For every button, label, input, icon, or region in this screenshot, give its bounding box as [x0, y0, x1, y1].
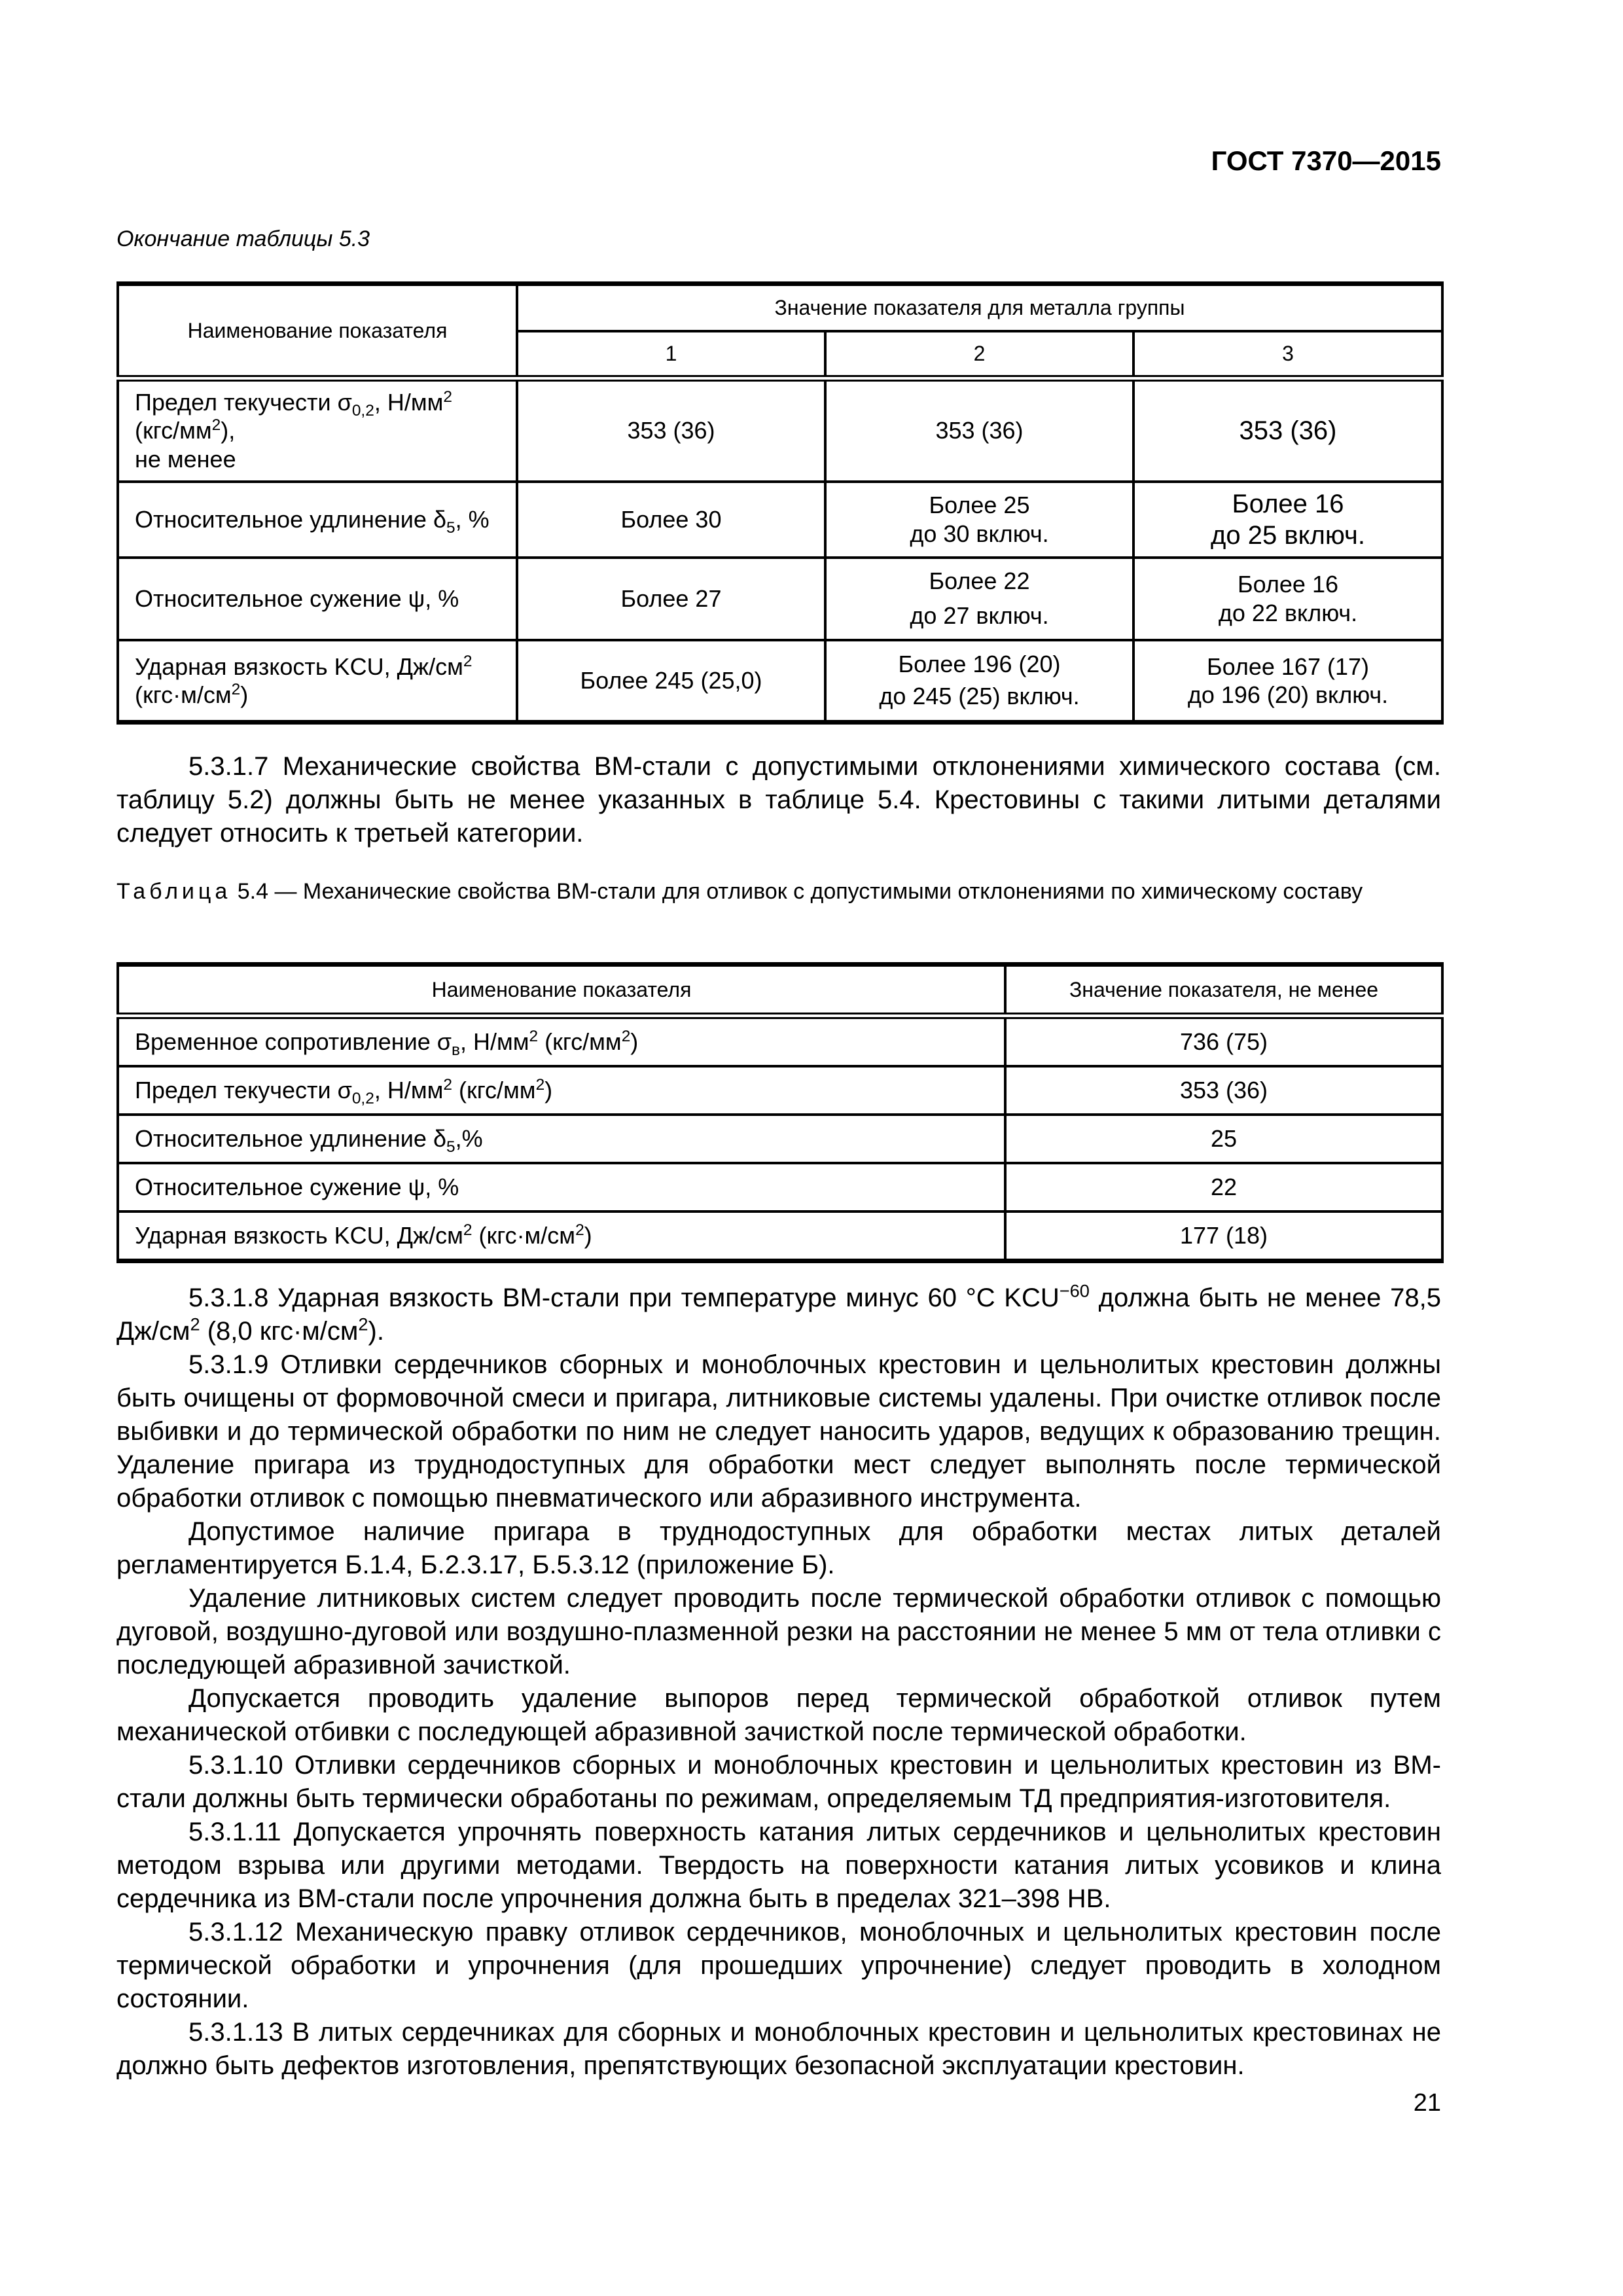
- group-number-1: 1: [517, 331, 825, 378]
- row-name-reduction: Относительное сужение ψ, %: [118, 1163, 1005, 1211]
- paragraph-5-3-1-7: 5.3.1.7 Механические свойства ВМ-стали с допустимыми отклонениями химического состава (см. таблицу 5.2) должны быть не менее указанных в таблице 5.4. Крестовины с такими литыми деталями следует относить к третьей категории.: [116, 752, 1441, 848]
- value-cell: Более 30: [517, 482, 825, 558]
- value-cell: Более 25 до 30 включ.: [825, 482, 1133, 558]
- table-5-4-caption: Таблица 5.4 — Механические свойства ВМ-стали для отливок с допустимыми отклонениями по химическому составу: [116, 879, 1363, 904]
- row-name-yield-strength: Предел текучести $\sigma_{0,2}$, $Н/мм^2$ $(кгс/мм^2)$, не менее: [118, 378, 517, 482]
- value-cell: Более 245 (25,0): [517, 640, 825, 723]
- paragraph-5-3-1-11: 5.3.1.11 Допускается упрочнять поверхность катания литых сердечников и цельнолитых крестовин методом взрыва или другими методами. Твердость на поверхности катания литых усовиков и клина сердечника из ВМ-стали после упрочнения должна быть в пределах 321–398 НВ.: [116, 1818, 1441, 1913]
- value-cell: 177 (18): [1005, 1211, 1442, 1261]
- table-row: [118, 640, 1442, 723]
- paragraph-admissible-burn-on: Допустимое наличие пригара в труднодоступных для обработки местах литых деталей регламентируется Б.1.4, Б.2.3.17, Б.5.3.12 (приложение Б).: [116, 1517, 1441, 1579]
- value-cell: 353 (36): [1005, 1066, 1442, 1115]
- value-cell: 353 (36): [1133, 378, 1442, 482]
- table-row: [118, 378, 1442, 482]
- column-header-value: Значение показателя, не менее: [1005, 965, 1442, 1016]
- paragraph-5-3-1-9: 5.3.1.9 Отливки сердечников сборных и моноблочных крестовин и цельнолитых крестовин должны быть очищены от формовочной смеси и пригара, литниковые системы удалены. При очистке отливок после выбивки и до термической обработки по ним не следует наносить ударов, ведущих к образованию трещин. Удаление пригара из труднодоступных для обработки мест следует выполнять после термической обработки отливок с помощью пневматического или абразивного инструмента.: [116, 1350, 1441, 1513]
- paragraph-5-3-1-8: 5.3.1.8 Ударная вязкость ВМ-стали при температуре минус 60 °C $KCU^{-60}$ должна быть не менее 78,5 $Дж/см^2$ (8,0 $кгс\cdot м/см^2$).: [116, 1280, 1441, 1346]
- value-cell: 25: [1005, 1115, 1442, 1163]
- column-header-indicator: Наименование показателя: [118, 284, 517, 378]
- table-row: [118, 1016, 1442, 1066]
- paragraph-5-3-1-10: 5.3.1.10 Отливки сердечников сборных и моноблочных крестовин и цельнолитых крестовин из ВМ-стали должны быть термически обработаны по режимам, определяемым ТД предприятия-изготовителя.: [116, 1751, 1441, 1813]
- paragraph-riser-removal: Допускается проводить удаление выпоров перед термической обработкой отливок путем механической отбивки с последующей абразивной зачисткой после термической обработки.: [116, 1684, 1441, 1746]
- value-cell: 353 (36): [825, 378, 1133, 482]
- table-row: [118, 558, 1442, 640]
- row-name-impact-toughness: Ударная вязкость KCU, $Дж/см^2$ $(кгс\cdot м/см^2)$: [118, 1211, 1005, 1261]
- table-5-4: [116, 962, 1444, 1263]
- page-number: 21: [1413, 2089, 1441, 2117]
- table-row: [118, 1211, 1442, 1261]
- value-cell: Более 196 (20) до 245 (25) включ.: [825, 640, 1133, 723]
- row-name-tensile-strength: Временное сопротивление $\sigma_в$, $Н/мм^2$ $(кгс/мм^2)$: [118, 1016, 1005, 1066]
- value-cell: Более 16 до 25 включ.: [1133, 482, 1442, 558]
- row-name-reduction: Относительное сужение ψ, %: [118, 558, 517, 640]
- table-row: [118, 482, 1442, 558]
- document-code-header: ГОСТ 7370—2015: [1211, 145, 1441, 176]
- group-number-3: 3: [1133, 331, 1442, 378]
- paragraph-gating-removal: Удаление литниковых систем следует проводить после термической обработки отливок с помощью дуговой, воздушно-дуговой или воздушно-плазменной резки на расстоянии не менее 5 мм от тела отливки с последующей абразивной зачисткой.: [116, 1584, 1441, 1679]
- row-name-elongation: Относительное удлинение $\delta_5,\%$: [118, 1115, 1005, 1163]
- table-5-3: [116, 281, 1444, 725]
- row-name-elongation: Относительное удлинение $\delta_5$, %: [118, 482, 517, 558]
- value-cell: 353 (36): [517, 378, 825, 482]
- column-header-indicator: Наименование показателя: [118, 965, 1005, 1016]
- row-name-impact-toughness: Ударная вязкость KCU, $Дж/см^2$ $(кгс\cdot м/см^2)$: [118, 640, 517, 723]
- column-header-group: Значение показателя для металла группы: [517, 284, 1442, 331]
- value-cell: Более 16 до 22 включ.: [1133, 558, 1442, 640]
- table-row: [118, 1163, 1442, 1211]
- value-cell: 22: [1005, 1163, 1442, 1211]
- value-cell: 736 (75): [1005, 1016, 1442, 1066]
- value-cell: Более 167 (17) до 196 (20) включ.: [1133, 640, 1442, 723]
- paragraph-5-3-1-13: 5.3.1.13 В литых сердечниках для сборных и моноблочных крестовин и цельнолитых крестовинах не должно быть дефектов изготовления, препятствующих безопасной эксплуатации крестовин.: [116, 2018, 1441, 2080]
- value-cell: Более 27: [517, 558, 825, 640]
- group-number-2: 2: [825, 331, 1133, 378]
- paragraph-5-3-1-12: 5.3.1.12 Механическую правку отливок сердечников, моноблочных и цельнолитых крестовин после термической обработки и упрочнения (для прошедших упрочнение) следует проводить в холодном состоянии.: [116, 1918, 1441, 2013]
- table-row: [118, 1115, 1442, 1163]
- value-cell: Более 22 до 27 включ.: [825, 558, 1133, 640]
- table-row: [118, 1066, 1442, 1115]
- table-continuation-label: Окончание таблицы 5.3: [116, 226, 370, 251]
- row-name-yield-strength: Предел текучести $\sigma_{0,2}$, $Н/мм^2$ $(кгс/мм^2)$: [118, 1066, 1005, 1115]
